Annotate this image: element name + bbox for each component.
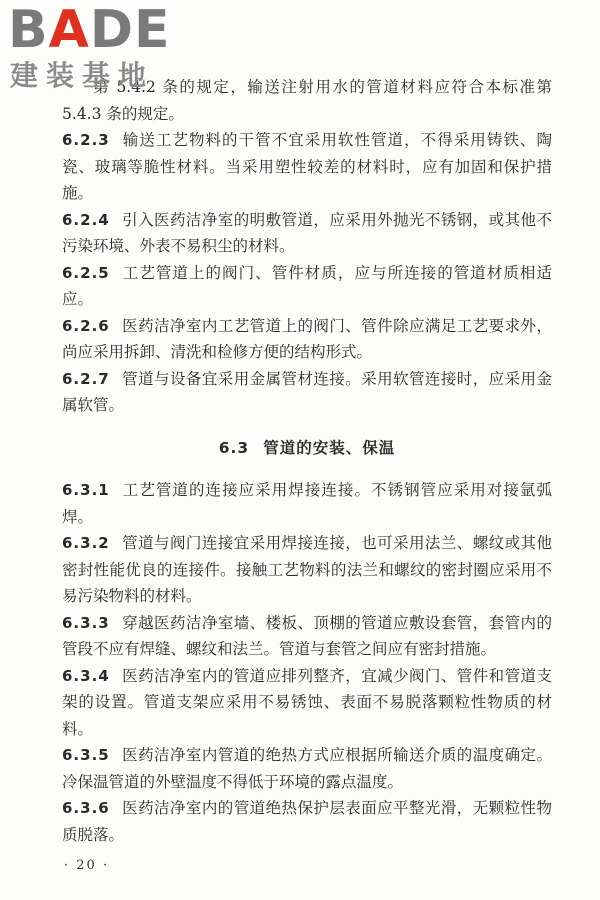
- section-heading-title: 管道的安装、保温: [263, 438, 396, 457]
- section-heading: [62, 435, 552, 462]
- clause-number: 6.2.7: [62, 369, 110, 388]
- clause-text: 医药洁净室内的管道绝热保护层表面应平整光滑，无颗粒性物质脱落。: [62, 799, 552, 844]
- clause-paragraph: [62, 260, 552, 313]
- clause-text: 引入医药洁净室的明敷管道，应采用外抛光不锈钢，或其他不污染环境、外表不易积尘的材料。: [62, 210, 552, 255]
- clause-number: 6.3.1: [62, 481, 110, 499]
- section-heading-number: 6.3: [218, 438, 250, 457]
- clause-number: 6.3.6: [62, 799, 110, 817]
- section-6-2-clauses: [62, 127, 552, 419]
- clause-text: 管道与阀门连接宜采用焊接连接，也可采用法兰、螺纹或其他密封性能优良的连接件。接触工艺物料的法兰和螺纹的密封圈应采用不易污染物料的材料。: [62, 534, 552, 605]
- clause-text: 工艺管道上的阀门、管件材质，应与所连接的管道材质相适应。: [62, 263, 552, 308]
- clause-text: 工艺管道的连接应采用焊接连接。不锈钢管应采用对接氩弧焊。: [62, 481, 552, 526]
- clause-number: 6.3.3: [62, 613, 110, 632]
- clause-paragraph: [62, 530, 552, 610]
- clause-paragraph: [62, 795, 552, 848]
- intro-paragraph: 第 5.4.2 条的规定，输送注射用水的管道材料应符合本标准第 5.4.3 条的规定。: [62, 78, 552, 123]
- section-6-3-clauses: [62, 477, 552, 848]
- clause-number: 6.2.3: [62, 131, 110, 149]
- watermark-subtitle: 建装基地: [10, 59, 155, 92]
- clause-text: 穿越医药洁净室墙、楼板、顶棚的管道应敷设套管，套管内的管段不应有焊缝、螺纹和法兰。管道与套管之间应有密封措施。: [62, 613, 552, 658]
- clause-paragraph: [62, 207, 552, 260]
- clause-number: 6.2.5: [62, 263, 110, 282]
- clause-number: 6.2.4: [62, 210, 110, 229]
- clause-paragraph: [62, 366, 552, 419]
- clause-text: 医药洁净室内工艺管道上的阀门、管件除应满足工艺要求外，尚应采用拆卸、清洗和检修方便的结构形式。: [62, 316, 552, 361]
- clause-number: 6.3.5: [62, 746, 110, 764]
- clause-text: 医药洁净室内管道的绝热方式应根据所输送介质的温度确定。冷保温管道的外壁温度不得低于环境的露点温度。: [62, 746, 552, 791]
- clause-paragraph: [62, 742, 552, 795]
- watermark-brand: BADE: [8, 0, 171, 60]
- clause-paragraph: [62, 610, 552, 663]
- clause-paragraph: [62, 127, 552, 207]
- clause-text: 管道与设备宜采用金属管材连接。采用软管连接时，应采用金属软管。: [62, 369, 552, 414]
- clause-paragraph: [62, 663, 552, 743]
- clause-number: 6.2.6: [62, 316, 110, 335]
- clause-text: 医药洁净室内的管道应排列整齐，宜减少阀门、管件和管道支架的设置。管道支架应采用不易锈蚀、表面不易脱落颗粒性物质的材料。: [62, 666, 552, 738]
- clause-text: 输送工艺物料的干管不宜采用软性管道，不得采用铸铁、陶瓷、玻璃等脆性材料。当采用塑性较差的材料时，应有加固和保护措施。: [62, 131, 552, 202]
- clause-paragraph: [62, 313, 552, 366]
- clause-paragraph: [62, 477, 552, 530]
- page-number: · 20 ·: [64, 858, 110, 873]
- watermark-logo: [8, 0, 178, 96]
- clause-number: 6.3.2: [62, 534, 110, 552]
- document-body: [62, 74, 552, 848]
- clause-number: 6.3.4: [62, 666, 110, 685]
